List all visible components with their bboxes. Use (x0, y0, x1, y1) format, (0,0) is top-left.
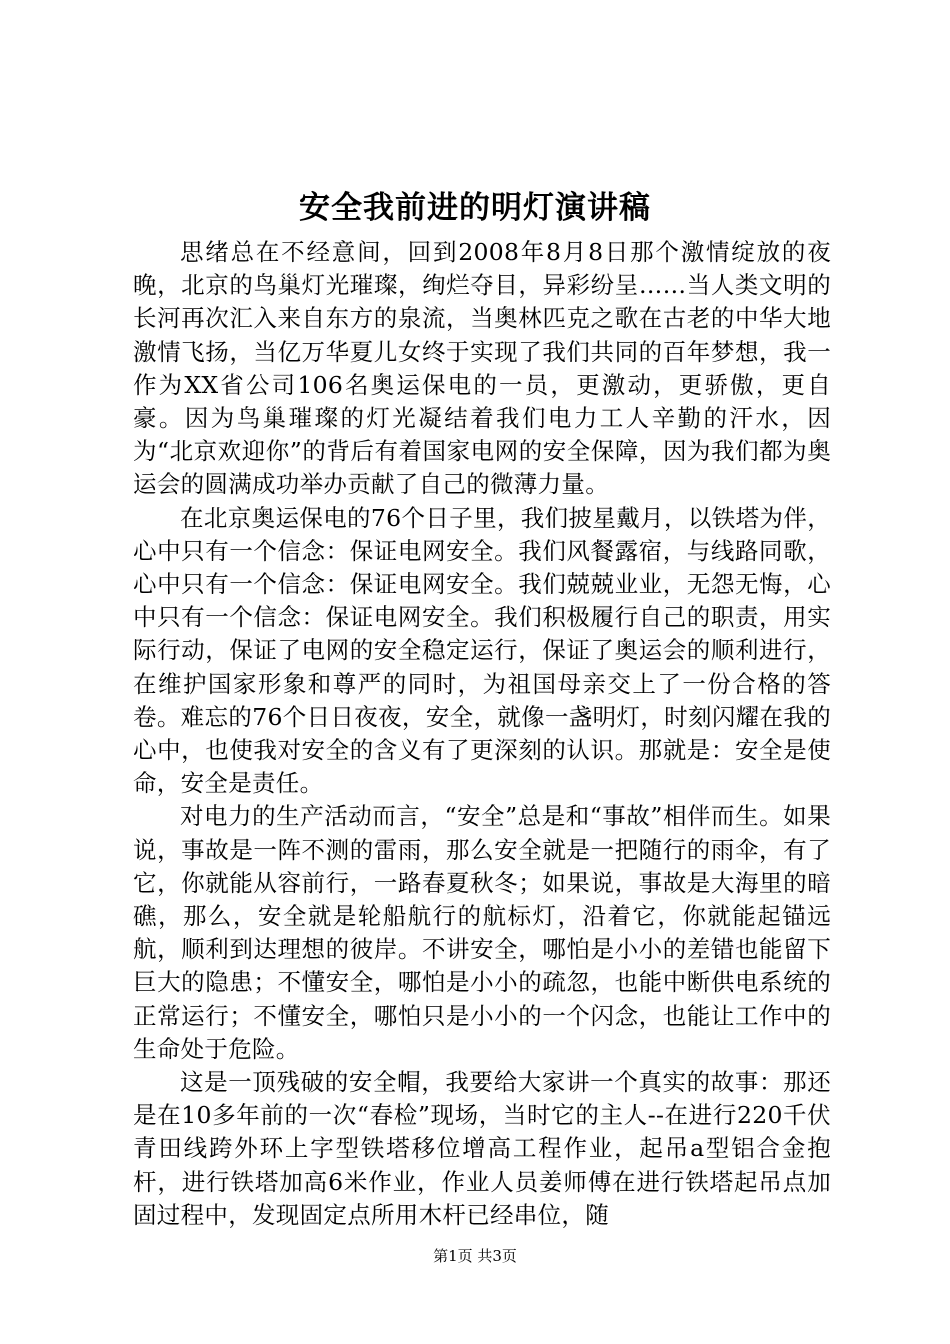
page-footer: 第1页 共3页 (433, 1247, 517, 1265)
paragraph-1: 思绪总在不经意间，回到2008年8月8日那个激情绽放的夜晚，北京的鸟巢灯光璀璨，绚烂夺目，异彩纷呈……当人类文明的长河再次汇入来自东方的泉流，当奥林匹克之歌在古老的中华大地激情飞扬，当亿万华夏儿女终于实现了我们共同的百年梦想，我一作为XX省公司106名奥运保电的一员，更激动，更骄傲，更自豪。因为鸟巢璀璨的灯光凝结着我们电力工人辛勤的汗水，因为“北京欢迎你”的背后有着国家电网的安全保障，因为我们都为奥运会的圆满成功举办贡献了自己的微薄力量。 (133, 238, 831, 499)
document-body (133, 236, 831, 1232)
paragraph-4: 这是一顶残破的安全帽，我要给大家讲一个真实的故事：那还是在10多年前的一次“春检”现场，当时它的主人--在进行220千伏青田线跨外环上字型铁塔移位增高工程作业，起吊a型铝合金抱杆，进行铁塔加高6米作业，作业人员姜师傅在进行铁塔起吊点加固过程中，发现固定点所用木杆已经串位，随 (133, 1068, 831, 1229)
document-title: 安全我前进的明灯演讲稿 (299, 190, 651, 226)
paragraph-2: 在北京奥运保电的76个日子里，我们披星戴月，以铁塔为伴，心中只有一个信念：保证电网安全。我们风餐露宿，与线路同歌，心中只有一个信念：保证电网安全。我们兢兢业业，无怨无悔，心中只有一个信念：保证电网安全。我们积极履行自己的职责，用实际行动，保证了电网的安全稳定运行，保证了奥运会的顺利进行，在维护国家形象和尊严的同时，为祖国母亲交上了一份合格的答卷。难忘的76个日日夜夜，安全，就像一盏明灯，时刻闪耀在我的心中，也使我对安全的含义有了更深刻的认识。那就是：安全是使命，安全是责任。 (133, 503, 831, 798)
paragraph-3: 对电力的生产活动而言，“安全”总是和“事故”相伴而生。如果说，事故是一阵不测的雷雨，那么安全就是一把随行的雨伞，有了它，你就能从容前行，一路春夏秋冬；如果说，事故是大海里的暗礁，那么，安全就是轮船航行的航标灯，沿着它，你就能起锚远航，顺利到达理想的彼岸。不讲安全，哪怕是小小的差错也能留下巨大的隐患；不懂安全，哪怕是小小的疏忽，也能中断供电系统的正常运行；不懂安全，哪怕只是小小的一个闪念，也能让工作中的生命处于危险。 (133, 802, 831, 1063)
